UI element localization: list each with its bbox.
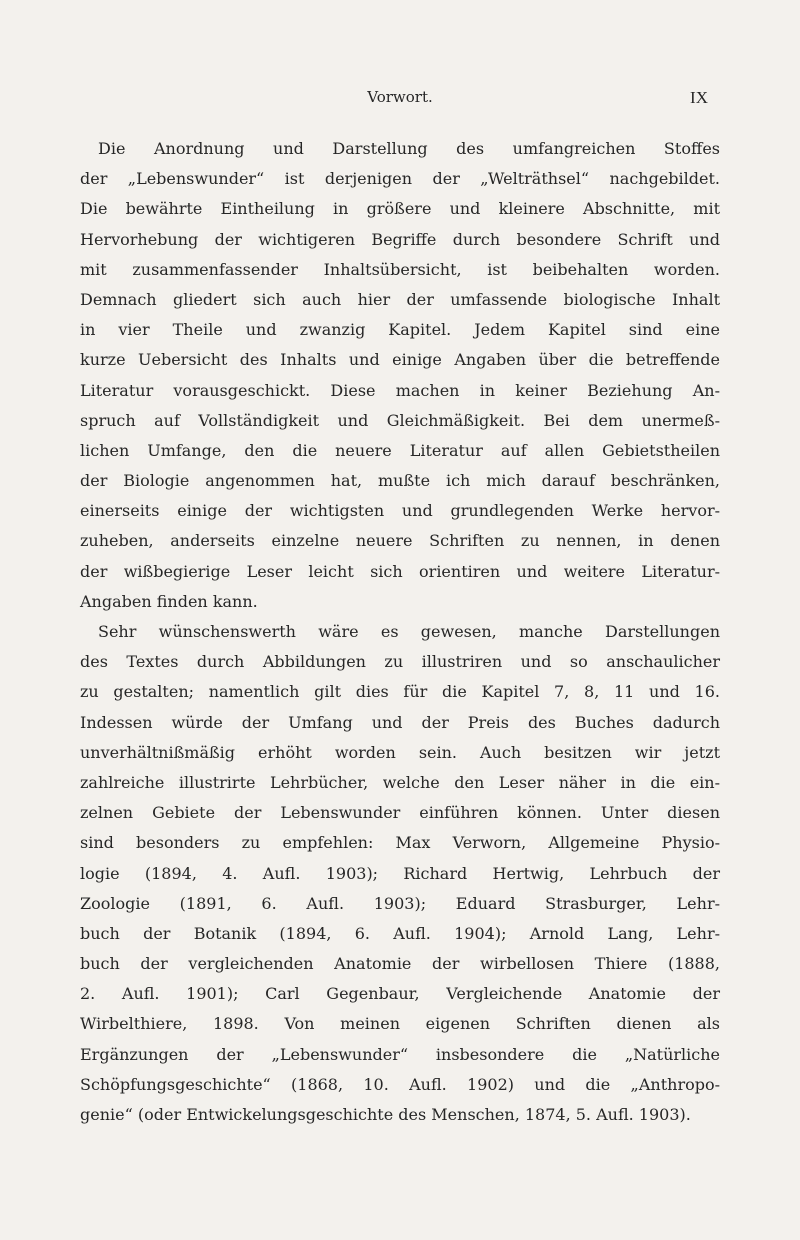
text-line: Die Anordnung und Darstellung des umfangreichen Stoffes	[98, 139, 720, 158]
text-line: in vier Theile und zwanzig Kapitel. Jedem Kapitel sind eine	[80, 320, 720, 340]
text-line: Hervorhebung der wichtigeren Begriffe durch besondere Schrift und	[80, 229, 720, 249]
text-line: genie“ (oder Entwickelungsgeschichte des Menschen, 1874, 5. Aufl. 1903).	[80, 1105, 691, 1124]
text-line: Ergänzungen der „Lebenswunder“ insbesondere die „Natürliche	[80, 1044, 720, 1064]
text-line: Literatur vorausgeschickt. Diese machen in keiner Beziehung An-	[80, 380, 720, 400]
text-line: kurze Uebersicht des Inhalts und einige Angaben über die betreffende	[80, 350, 720, 370]
text-line: Angaben finden kann.	[80, 591, 258, 611]
text-line: der Biologie angenommen hat, mußte ich mich darauf beschränken,	[80, 471, 720, 491]
page-number: IX	[690, 88, 708, 107]
text-line: der „Lebenswunder“ ist derjenigen der „Welträthsel“ nachgebildet.	[80, 169, 720, 189]
text-line: Indessen würde der Umfang und der Preis des Buches dadurch	[80, 712, 720, 732]
text-line: Zoologie (1891, 6. Aufl. 1903); Eduard Strasburger, Lehr-	[80, 893, 720, 913]
text-line: Sehr wünschenswerth wäre es gewesen, manche Darstellungen	[98, 622, 720, 641]
text-line: des Textes durch Abbildungen zu illustriren und so anschaulicher	[80, 652, 720, 672]
text-line: logie (1894, 4. Aufl. 1903); Richard Hertwig, Lehrbuch der	[80, 863, 720, 883]
text-line: zelnen Gebiete der Lebenswunder einführen können. Unter diesen	[80, 803, 720, 823]
text-line: zuheben, anderseits einzelne neuere Schriften zu nennen, in denen	[80, 531, 720, 551]
text-line: 2. Aufl. 1901); Carl Gegenbaur, Vergleichende Anatomie der	[80, 984, 720, 1004]
text-line: Demnach gliedert sich auch hier der umfassende biologische Inhalt	[80, 289, 720, 309]
text-line: der wißbegierige Leser leicht sich orientiren und weitere Literatur-	[80, 561, 720, 581]
text-line: unverhältnißmäßig erhöht worden sein. Auch besitzen wir jetzt	[80, 742, 720, 762]
text-line: mit zusammenfassender Inhaltsübersicht, ist beibehalten worden.	[80, 259, 720, 279]
text-line: einerseits einige der wichtigsten und grundlegenden Werke hervor-	[80, 501, 720, 521]
page-header	[0, 88, 800, 112]
text-line: zu gestalten; namentlich gilt dies für die Kapitel 7, 8, 11 und 16.	[80, 682, 720, 702]
running-title: Vorwort.	[367, 88, 433, 106]
text-line: Wirbelthiere, 1898. Von meinen eigenen Schriften dienen als	[80, 1014, 720, 1034]
text-line: Die bewährte Eintheilung in größere und kleinere Abschnitte, mit	[80, 199, 720, 219]
text-line: buch der vergleichenden Anatomie der wirbellosen Thiere (1888,	[80, 954, 720, 974]
text-line: spruch auf Vollständigkeit und Gleichmäßigkeit. Bei dem unermeß-	[80, 410, 720, 430]
text-line: buch der Botanik (1894, 6. Aufl. 1904); Arnold Lang, Lehr-	[80, 923, 720, 943]
text-line: zahlreiche illustrirte Lehrbücher, welche den Leser näher in die ein-	[80, 772, 720, 792]
text-line: Schöpfungsgeschichte“ (1868, 10. Aufl. 1902) und die „Anthropo-	[80, 1074, 720, 1094]
text-line: sind besonders zu empfehlen: Max Verworn, Allgemeine Physio-	[80, 833, 720, 853]
text-line: lichen Umfange, den die neuere Literatur auf allen Gebietstheilen	[80, 440, 720, 460]
body-text	[80, 134, 720, 1130]
